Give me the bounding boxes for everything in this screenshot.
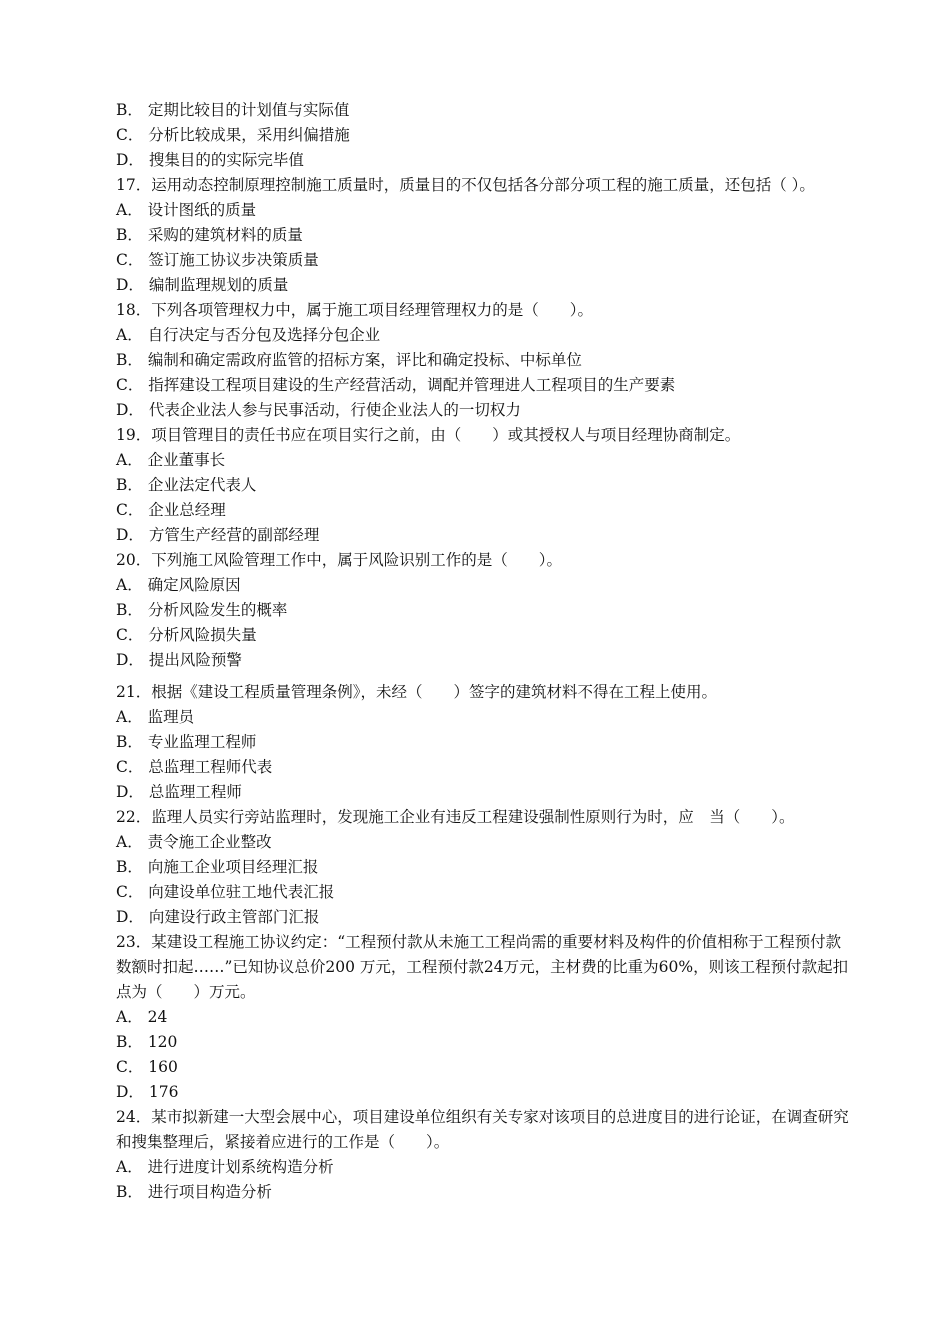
- option-b: B． 企业法定代表人: [116, 476, 257, 494]
- question-21: 21．根据《建设工程质量管理条例》，未经（ ）签字的建筑材料不得在工程上使用。: [116, 683, 717, 701]
- option-d: D． 提出风险预警: [116, 651, 242, 669]
- option-b: B． 向施工企业项目经理汇报: [116, 858, 319, 876]
- option-b: B． 定期比较目的计划值与实际值: [116, 101, 350, 119]
- option-c: C． 分析风险损失量: [116, 626, 257, 644]
- option-d: D． 方管生产经营的副部经理: [116, 526, 320, 544]
- option-d: D． 代表企业法人参与民事活动，行使企业法人的一切权力: [116, 401, 521, 419]
- question-20: 20．下列施工风险管理工作中，属于风险识别工作的是（ ）。: [116, 551, 562, 569]
- option-b: B． 进行项目构造分析: [116, 1183, 272, 1201]
- option-b: B． 分析风险发生的概率: [116, 601, 288, 619]
- option-c: C． 分析比较成果，采用纠偏措施: [116, 126, 350, 144]
- option-d: D． 编制监理规划的质量: [116, 276, 289, 294]
- question-24: 24．某市拟新建一大型会展中心，项目建设单位组织有关专家对该项目的总进度目的进行论证，在调查研究和搜集整理后，紧接着应进行的工作是（ ）。: [116, 1108, 849, 1151]
- option-c: C． 企业总经理: [116, 501, 226, 519]
- option-b: B． 120: [116, 1033, 178, 1051]
- option-c: C． 指挥建设工程项目建设的生产经营活动，调配并管理进人工程项目的生产要素: [116, 376, 676, 394]
- option-d: D． 向建设行政主管部门汇报: [116, 908, 320, 926]
- question-22: 22．监理人员实行旁站监理时，发现施工企业有违反工程建设强制性原则行为时，应 当（ ）。: [116, 808, 795, 826]
- question-17: 17．运用动态控制原理控制施工质量时，质量目的不仅包括各分部分项工程的施工质量，还包括（ ）。: [116, 176, 815, 194]
- option-a: A． 监理员: [116, 708, 195, 726]
- option-a: A． 24: [116, 1008, 168, 1026]
- option-c: C． 160: [116, 1058, 178, 1076]
- option-b: B． 编制和确定需政府监管的招标方案，评比和确定投标、中标单位: [116, 351, 582, 369]
- paragraph-gap: [116, 673, 856, 680]
- option-d: D． 搜集目的的实际完毕值: [116, 151, 304, 169]
- option-d: D． 总监理工程师: [116, 783, 242, 801]
- option-a: A． 责令施工企业整改: [116, 833, 272, 851]
- document-page: [116, 98, 856, 1205]
- option-c: C． 签订施工协议步决策质量: [116, 251, 319, 269]
- option-a: A． 确定风险原因: [116, 576, 241, 594]
- question-19: 19．项目管理目的责任书应在项目实行之前，由（ ）或其授权人与项目经理协商制定。: [116, 426, 741, 444]
- question-23: 23．某建设工程施工协议约定：“工程预付款从未施工工程尚需的重要材料及构件的价值相称于工程预付款数额时扣起……”已知协议总价200 万元，工程预付款24万元，主材费的比重为60%，则该工程预付款起扣点为（ ）万元。: [116, 933, 849, 1001]
- option-a: A． 设计图纸的质量: [116, 201, 257, 219]
- option-c: C． 总监理工程师代表: [116, 758, 273, 776]
- option-a: A． 企业董事长: [116, 451, 226, 469]
- option-d: D． 176: [116, 1083, 179, 1101]
- option-c: C． 向建设单位驻工地代表汇报: [116, 883, 335, 901]
- question-18: 18．下列各项管理权力中，属于施工项目经理管理权力的是（ ）。: [116, 301, 593, 319]
- option-a: A． 自行决定与否分包及选择分包企业: [116, 326, 381, 344]
- option-a: A． 进行进度计划系统构造分析: [116, 1158, 334, 1176]
- option-b: B． 采购的建筑材料的质量: [116, 226, 303, 244]
- option-b: B． 专业监理工程师: [116, 733, 257, 751]
